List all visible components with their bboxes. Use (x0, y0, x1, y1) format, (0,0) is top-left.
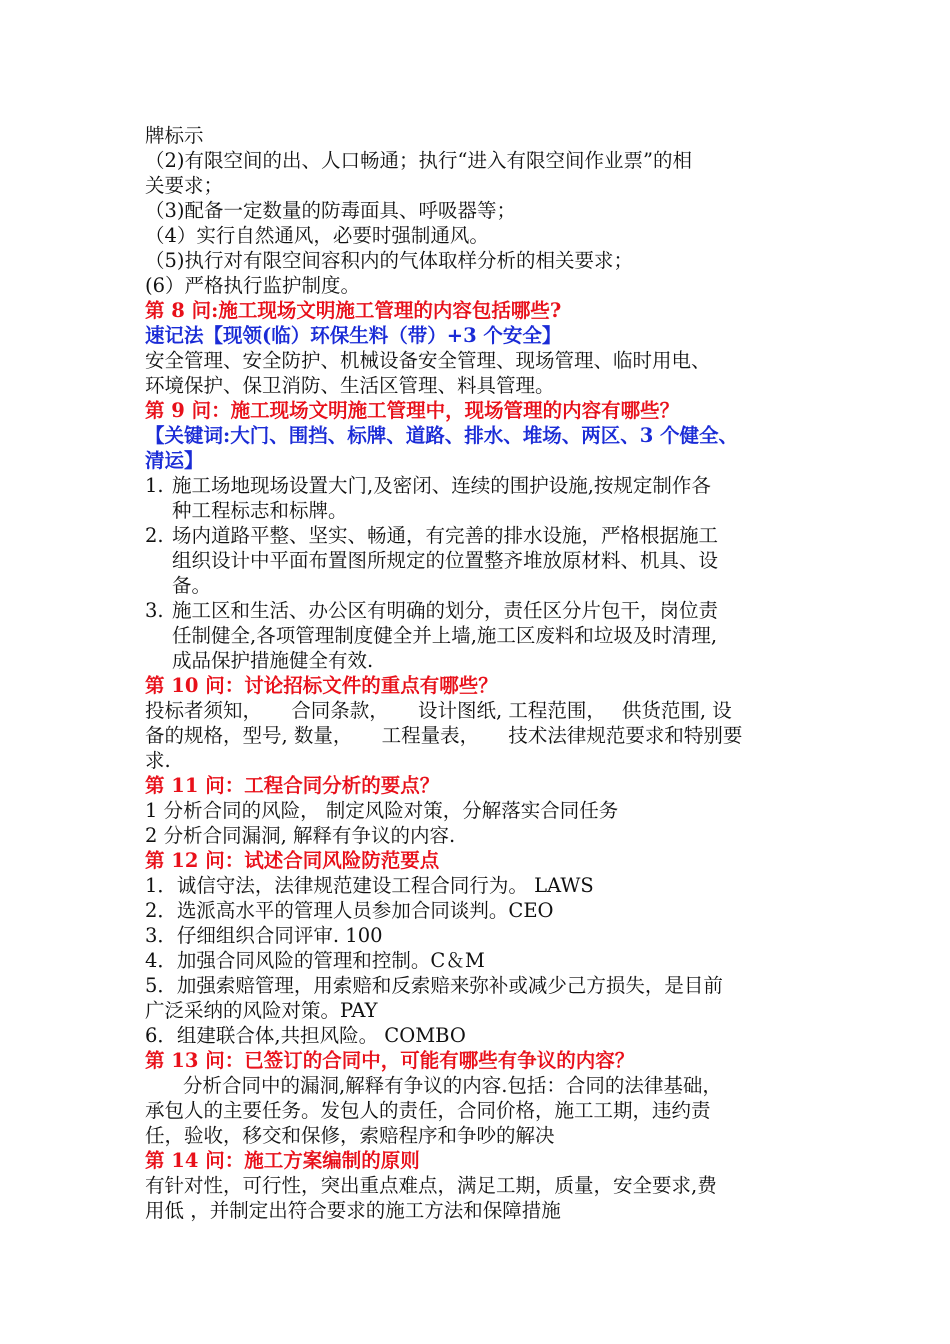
list-item-continuation: 关要求； (145, 174, 224, 197)
question-10-answer: 投标者须知， 合同条款， 设计图纸, 工程范围， 供货范围, 设 (145, 699, 732, 722)
text-line: 牌标示 (145, 124, 204, 147)
question-13-answer: 任，验收，移交和保修，索赔程序和争吵的解决 (145, 1124, 555, 1147)
list-number: 3. (145, 599, 164, 622)
list-item: 6．组建联合体,共担风险。 COMBO (145, 1024, 466, 1047)
list-item-text: 组织设计中平面布置图所规定的位置整齐堆放原材料、机具、设 (172, 549, 719, 572)
question-11-answer: 2 分析合同漏洞, 解释有争议的内容. (145, 824, 456, 847)
question-8-heading: 第 8 问:施工现场文明施工管理的内容包括哪些? (145, 299, 562, 322)
question-14-heading: 第 14 问：施工方案编制的原则 (145, 1149, 420, 1172)
list-item: （5)执行对有限空间容积内的气体取样分析的相关要求； (145, 249, 634, 272)
question-8-mnemonic: 速记法【现领(临）环保生料（带）+3 个安全】 (145, 324, 562, 347)
list-item: （2)有限空间的出、人口畅通；执行“进入有限空间作业票”的相 (145, 149, 692, 172)
list-item (145, 523, 817, 598)
list-item (145, 473, 817, 523)
list-item: 1．诚信守法，法律规范建设工程合同行为。 LAWS (145, 874, 594, 897)
question-14-answer: 用低 ，并制定出符合要求的施工方法和保障措施 (145, 1199, 561, 1222)
question-10-heading: 第 10 问：讨论招标文件的重点有哪些？ (145, 674, 498, 697)
list-item: （3)配备一定数量的防毒面具、呼吸器等； (145, 199, 517, 222)
list-item: (6）严格执行监护制度。 (145, 274, 361, 297)
question-8-answer: 环境保护、保卫消防、生活区管理、料具管理。 (145, 374, 555, 397)
list-item-text: 种工程标志和标牌。 (172, 499, 348, 522)
list-item (145, 598, 817, 673)
list-item-text: 成品保护措施健全有效. (172, 649, 374, 672)
question-13-answer: 分析合同中的漏洞,解释有争议的内容.包括：合同的法律基础， (183, 1074, 722, 1097)
question-11-answer: 1 分析合同的风险， 制定风险对策，分解落实合同任务 (145, 799, 619, 822)
list-item-text: 施工场地现场设置大门,及密闭、连续的围护设施,按规定制作各 (172, 474, 711, 497)
question-9-keywords: 清运】 (145, 449, 204, 472)
question-14-answer: 有针对性，可行性，突出重点难点，满足工期，质量，安全要求,费 (145, 1174, 717, 1197)
list-number: 2. (145, 524, 164, 547)
question-9-heading: 第 9 问：施工现场文明施工管理中，现场管理的内容有哪些？ (145, 399, 680, 422)
list-item-text: 施工区和生活、办公区有明确的划分，责任区分片包干，岗位责 (172, 599, 719, 622)
list-number: 1. (145, 474, 164, 497)
list-item: 5．加强索赔管理，用索赔和反索赔来弥补或减少己方损失，是目前 (145, 974, 723, 997)
document-page (145, 123, 817, 1223)
question-9-keywords: 【关键词:大门、围挡、标牌、道路、排水、堆场、两区、3 个健全、 (145, 424, 739, 447)
list-item: （4）实行自然通风，必要时强制通风。 (145, 224, 489, 247)
list-item: 4．加强合同风险的管理和控制。C＆M (145, 949, 485, 972)
list-item-continuation: 广泛采纳的风险对策。PAY (145, 999, 378, 1022)
list-item-text: 备。 (172, 574, 212, 597)
question-10-answer: 备的规格，型号, 数量， 工程量表， 技术法律规范要求和特别要 (145, 724, 743, 747)
list-item-text: 场内道路平整、坚实、畅通，有完善的排水设施，严格根据施工 (172, 524, 719, 547)
question-13-heading: 第 13 问：已签订的合同中，可能有哪些有争议的内容？ (145, 1049, 635, 1072)
list-item: 2．选派高水平的管理人员参加合同谈判。CEO (145, 899, 554, 922)
question-12-heading: 第 12 问：试述合同风险防范要点 (145, 849, 440, 872)
list-item: 3．仔细组织合同评审. 100 (145, 924, 383, 947)
question-10-answer: 求. (145, 749, 171, 772)
question-8-answer: 安全管理、安全防护、机械设备安全管理、现场管理、临时用电、 (145, 349, 711, 372)
question-13-answer: 承包人的主要任务。发包人的责任，合同价格，施工工期，违约责 (145, 1099, 711, 1122)
question-11-heading: 第 11 问：工程合同分析的要点？ (145, 774, 440, 797)
list-item-text: 任制健全,各项管理制度健全并上墙,施工区废料和垃圾及时清理, (172, 624, 718, 647)
